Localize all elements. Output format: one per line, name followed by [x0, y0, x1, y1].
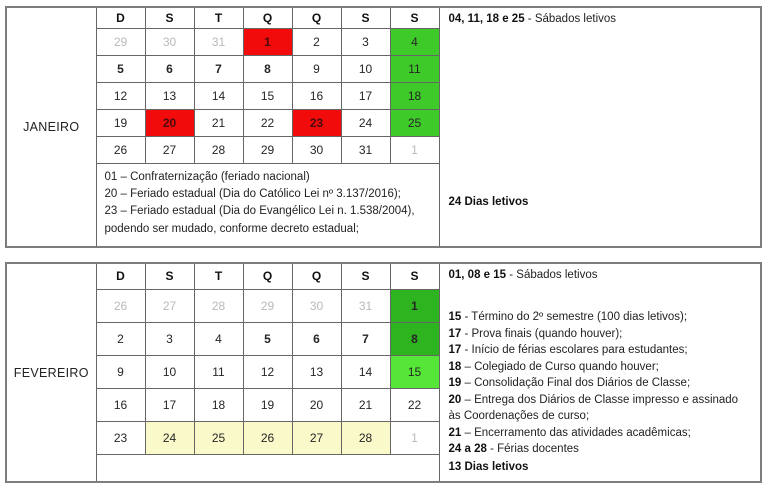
side-note-line	[449, 309, 753, 325]
day-cell: 30	[145, 28, 194, 55]
note-days: 13 Dias letivos	[448, 460, 529, 473]
day-cell: 17	[145, 388, 194, 421]
month-notes-cell	[96, 454, 439, 482]
note-days: 21	[448, 426, 462, 439]
day-cell: 27	[145, 136, 194, 163]
day-cell: 17	[341, 82, 390, 109]
month-notes-cell	[96, 163, 439, 247]
side-notes-top	[449, 11, 753, 27]
day-header: Q	[292, 7, 341, 28]
header-row	[6, 7, 761, 28]
note-days: 17	[448, 327, 462, 340]
side-note-line	[449, 359, 753, 375]
day-header: Q	[243, 263, 292, 289]
day-cell: 6	[292, 322, 341, 355]
day-cell: 5	[243, 322, 292, 355]
day-cell: 23	[96, 421, 145, 454]
side-note-line	[449, 11, 753, 27]
note-days: 24 a 28	[448, 442, 487, 455]
day-cell: 14	[194, 82, 243, 109]
day-cell: 15	[390, 355, 439, 388]
day-cell: 8	[390, 322, 439, 355]
day-header: S	[145, 7, 194, 28]
day-cell: 13	[292, 355, 341, 388]
side-note-line	[449, 342, 753, 358]
day-cell: 28	[194, 289, 243, 322]
day-cell: 11	[194, 355, 243, 388]
day-cell: 31	[194, 28, 243, 55]
month-janeiro	[5, 6, 763, 248]
side-note-line	[449, 392, 753, 425]
day-cell: 24	[341, 109, 390, 136]
note-days: 04, 11, 18 e 25	[448, 13, 525, 25]
note-days: 15	[448, 311, 462, 324]
side-notes-bottom	[449, 194, 753, 210]
day-cell: 25	[390, 109, 439, 136]
day-cell: 20	[292, 388, 341, 421]
day-cell: 18	[194, 388, 243, 421]
day-header: D	[96, 263, 145, 289]
day-cell: 28	[341, 421, 390, 454]
day-cell: 12	[96, 82, 145, 109]
day-cell: 10	[341, 55, 390, 82]
day-cell: 23	[292, 109, 341, 136]
day-header: D	[96, 7, 145, 28]
day-cell: 10	[145, 355, 194, 388]
note-text: – Encerramento das atividades acadêmicas;	[461, 426, 691, 439]
total-days-label	[449, 194, 753, 210]
side-notes-bottom	[449, 459, 753, 475]
day-cell: 31	[341, 136, 390, 163]
day-cell: 13	[145, 82, 194, 109]
calendar-months	[5, 6, 763, 483]
day-cell: 4	[390, 28, 439, 55]
day-cell: 30	[292, 136, 341, 163]
note-days: 19	[448, 377, 462, 390]
day-cell: 14	[341, 355, 390, 388]
note-days: 17	[448, 344, 462, 357]
day-cell: 22	[243, 109, 292, 136]
day-cell: 25	[194, 421, 243, 454]
note-line: 23 – Feriado estadual (Dia do Evangélico Lei n. 1.538/2004),	[104, 205, 415, 218]
day-cell: 26	[96, 289, 145, 322]
day-cell: 21	[341, 388, 390, 421]
day-cell: 29	[243, 136, 292, 163]
day-header: Q	[292, 263, 341, 289]
day-cell: 8	[243, 55, 292, 82]
month-label: FEVEREIRO	[6, 263, 96, 482]
day-cell: 9	[96, 355, 145, 388]
day-cell: 22	[390, 388, 439, 421]
day-cell: 16	[96, 388, 145, 421]
note-line: podendo ser mudado, conforme decreto estadual;	[104, 222, 359, 235]
day-cell: 27	[292, 421, 341, 454]
day-cell: 26	[96, 136, 145, 163]
day-cell: 16	[292, 82, 341, 109]
day-cell: 18	[390, 82, 439, 109]
note-text: - Prova finais (quando houver);	[461, 327, 623, 340]
side-note-line	[449, 267, 753, 283]
day-cell: 15	[243, 82, 292, 109]
day-cell: 29	[243, 289, 292, 322]
day-cell: 28	[194, 136, 243, 163]
day-header: T	[194, 7, 243, 28]
day-cell: 21	[194, 109, 243, 136]
note-text: - Férias docentes	[486, 442, 579, 455]
day-cell: 7	[341, 322, 390, 355]
day-cell: 19	[243, 388, 292, 421]
note-line: 01 – Confraternização (feriado nacional)	[104, 170, 310, 183]
day-cell: 5	[96, 55, 145, 82]
side-notes-content	[440, 264, 761, 481]
side-notes-content	[440, 8, 761, 246]
day-cell: 24	[145, 421, 194, 454]
day-cell: 12	[243, 355, 292, 388]
day-cell: 3	[145, 322, 194, 355]
note-days: 20	[448, 393, 462, 406]
note-text: – Colegiado de Curso quando houver;	[461, 360, 659, 373]
note-text: – Consolidação Final dos Diários de Classe;	[461, 377, 691, 390]
day-cell: 3	[341, 28, 390, 55]
calendar-table	[5, 262, 762, 483]
day-cell: 20	[145, 109, 194, 136]
day-header: S	[145, 263, 194, 289]
note-text: - Sábados letivos	[506, 269, 598, 281]
day-header: T	[194, 263, 243, 289]
day-cell: 30	[292, 289, 341, 322]
total-days-label	[449, 459, 753, 475]
note-text: – Entrega dos Diários de Classe impresso e assinado às Coordenações de curso;	[448, 393, 739, 423]
month-label: JANEIRO	[6, 7, 96, 247]
day-cell: 31	[341, 289, 390, 322]
side-notes-top	[449, 267, 753, 457]
day-cell: 1	[390, 421, 439, 454]
side-notes-cell	[439, 263, 761, 482]
note-text: - Início de férias escolares para estudantes;	[461, 344, 688, 357]
day-cell: 2	[96, 322, 145, 355]
day-header: S	[390, 7, 439, 28]
day-cell: 4	[194, 322, 243, 355]
side-note-line	[449, 375, 753, 391]
day-cell: 19	[96, 109, 145, 136]
day-cell: 9	[292, 55, 341, 82]
day-header: Q	[243, 7, 292, 28]
day-cell: 6	[145, 55, 194, 82]
month-fevereiro	[5, 262, 763, 483]
note-days: 18	[448, 360, 462, 373]
day-cell: 1	[390, 289, 439, 322]
day-cell: 29	[96, 28, 145, 55]
side-note-line	[449, 425, 753, 441]
day-cell: 27	[145, 289, 194, 322]
note-text: - Término do 2º semestre (100 dias letivos);	[461, 311, 688, 324]
side-notes-cell	[439, 7, 761, 247]
day-cell: 11	[390, 55, 439, 82]
note-text: - Sábados letivos	[524, 13, 617, 25]
day-header: S	[341, 7, 390, 28]
day-cell: 2	[292, 28, 341, 55]
note-days: 01, 08 e 15	[448, 269, 507, 281]
spacer	[449, 283, 753, 309]
day-cell: 7	[194, 55, 243, 82]
day-cell: 26	[243, 421, 292, 454]
day-cell: 1	[390, 136, 439, 163]
side-note-line	[449, 441, 753, 457]
note-days: 24 Dias letivos	[448, 195, 529, 208]
calendar-table	[5, 6, 762, 248]
side-note-line	[449, 326, 753, 342]
note-line: 20 – Feriado estadual (Dia do Católico Lei nº 3.137/2016);	[104, 187, 401, 200]
header-row	[6, 263, 761, 289]
day-header: S	[390, 263, 439, 289]
day-header: S	[341, 263, 390, 289]
day-cell: 1	[243, 28, 292, 55]
